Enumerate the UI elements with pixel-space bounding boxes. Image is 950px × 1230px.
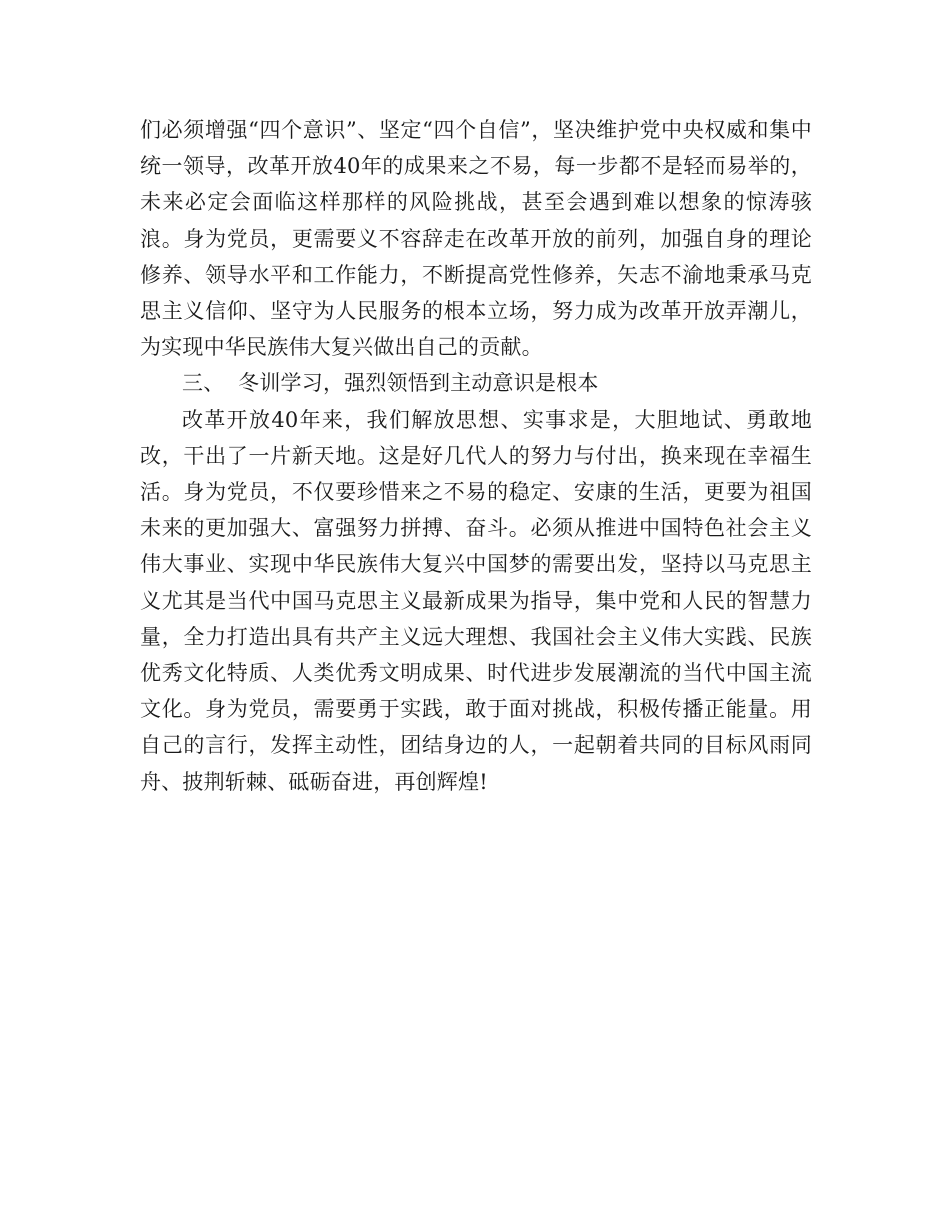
body-paragraph-section-three: 改革开放40年来，我们解放思想、实事求是，大胆地试、勇敢地改，干出了一片新天地。这是好几代人的努力与付出，换来现在幸福生活。身为党员，不仅要珍惜来之不易的稳定、安康的生活，更要为祖国未来的更加强大、富强努力拼搏、奋斗。必须从推进中国特色社会主义伟大事业、实现中华民族伟大复兴中国梦的需要出发，坚持以马克思主义尤其是当代中国马克思主义最新成果为指导，集中党和人民的智慧力量，全力打造出具有共产主义远大理想、我国社会主义伟大实践、民族优秀文化特质、人类优秀文明成果、时代进步发展潮流的当代中国主流文化。身为党员，需要勇于实践，敢于面对挑战，积极传播正能量。用自己的言行，发挥主动性，团结身边的人，一起朝着共同的目标风雨同舟、披荆斩棘、砥砺奋进，再创辉煌!: [140, 407, 812, 794]
section-heading: 三、 冬训学习，强烈领悟到主动意识是根本: [182, 371, 599, 396]
body-paragraph-continued: 们必须增强“四个意识”、坚定“四个自信”，坚决维护党中央权威和集中统一领导，改革开放40年的成果来之不易，每一步都不是轻而易举的，未来必定会面临这样那样的风险挑战，甚至会遇到难以想象的惊涛骇浪。身为党员，更需要义不容辞走在改革开放的前列，加强自身的理论修养、领导水平和工作能力，不断提高党性修养，矢志不渝地秉承马克思主义信仰、坚守为人民服务的根本立场，努力成为改革开放弄潮儿，为实现中华民族伟大复兴做出自己的贡献。: [140, 118, 812, 360]
document-body: [140, 112, 812, 800]
